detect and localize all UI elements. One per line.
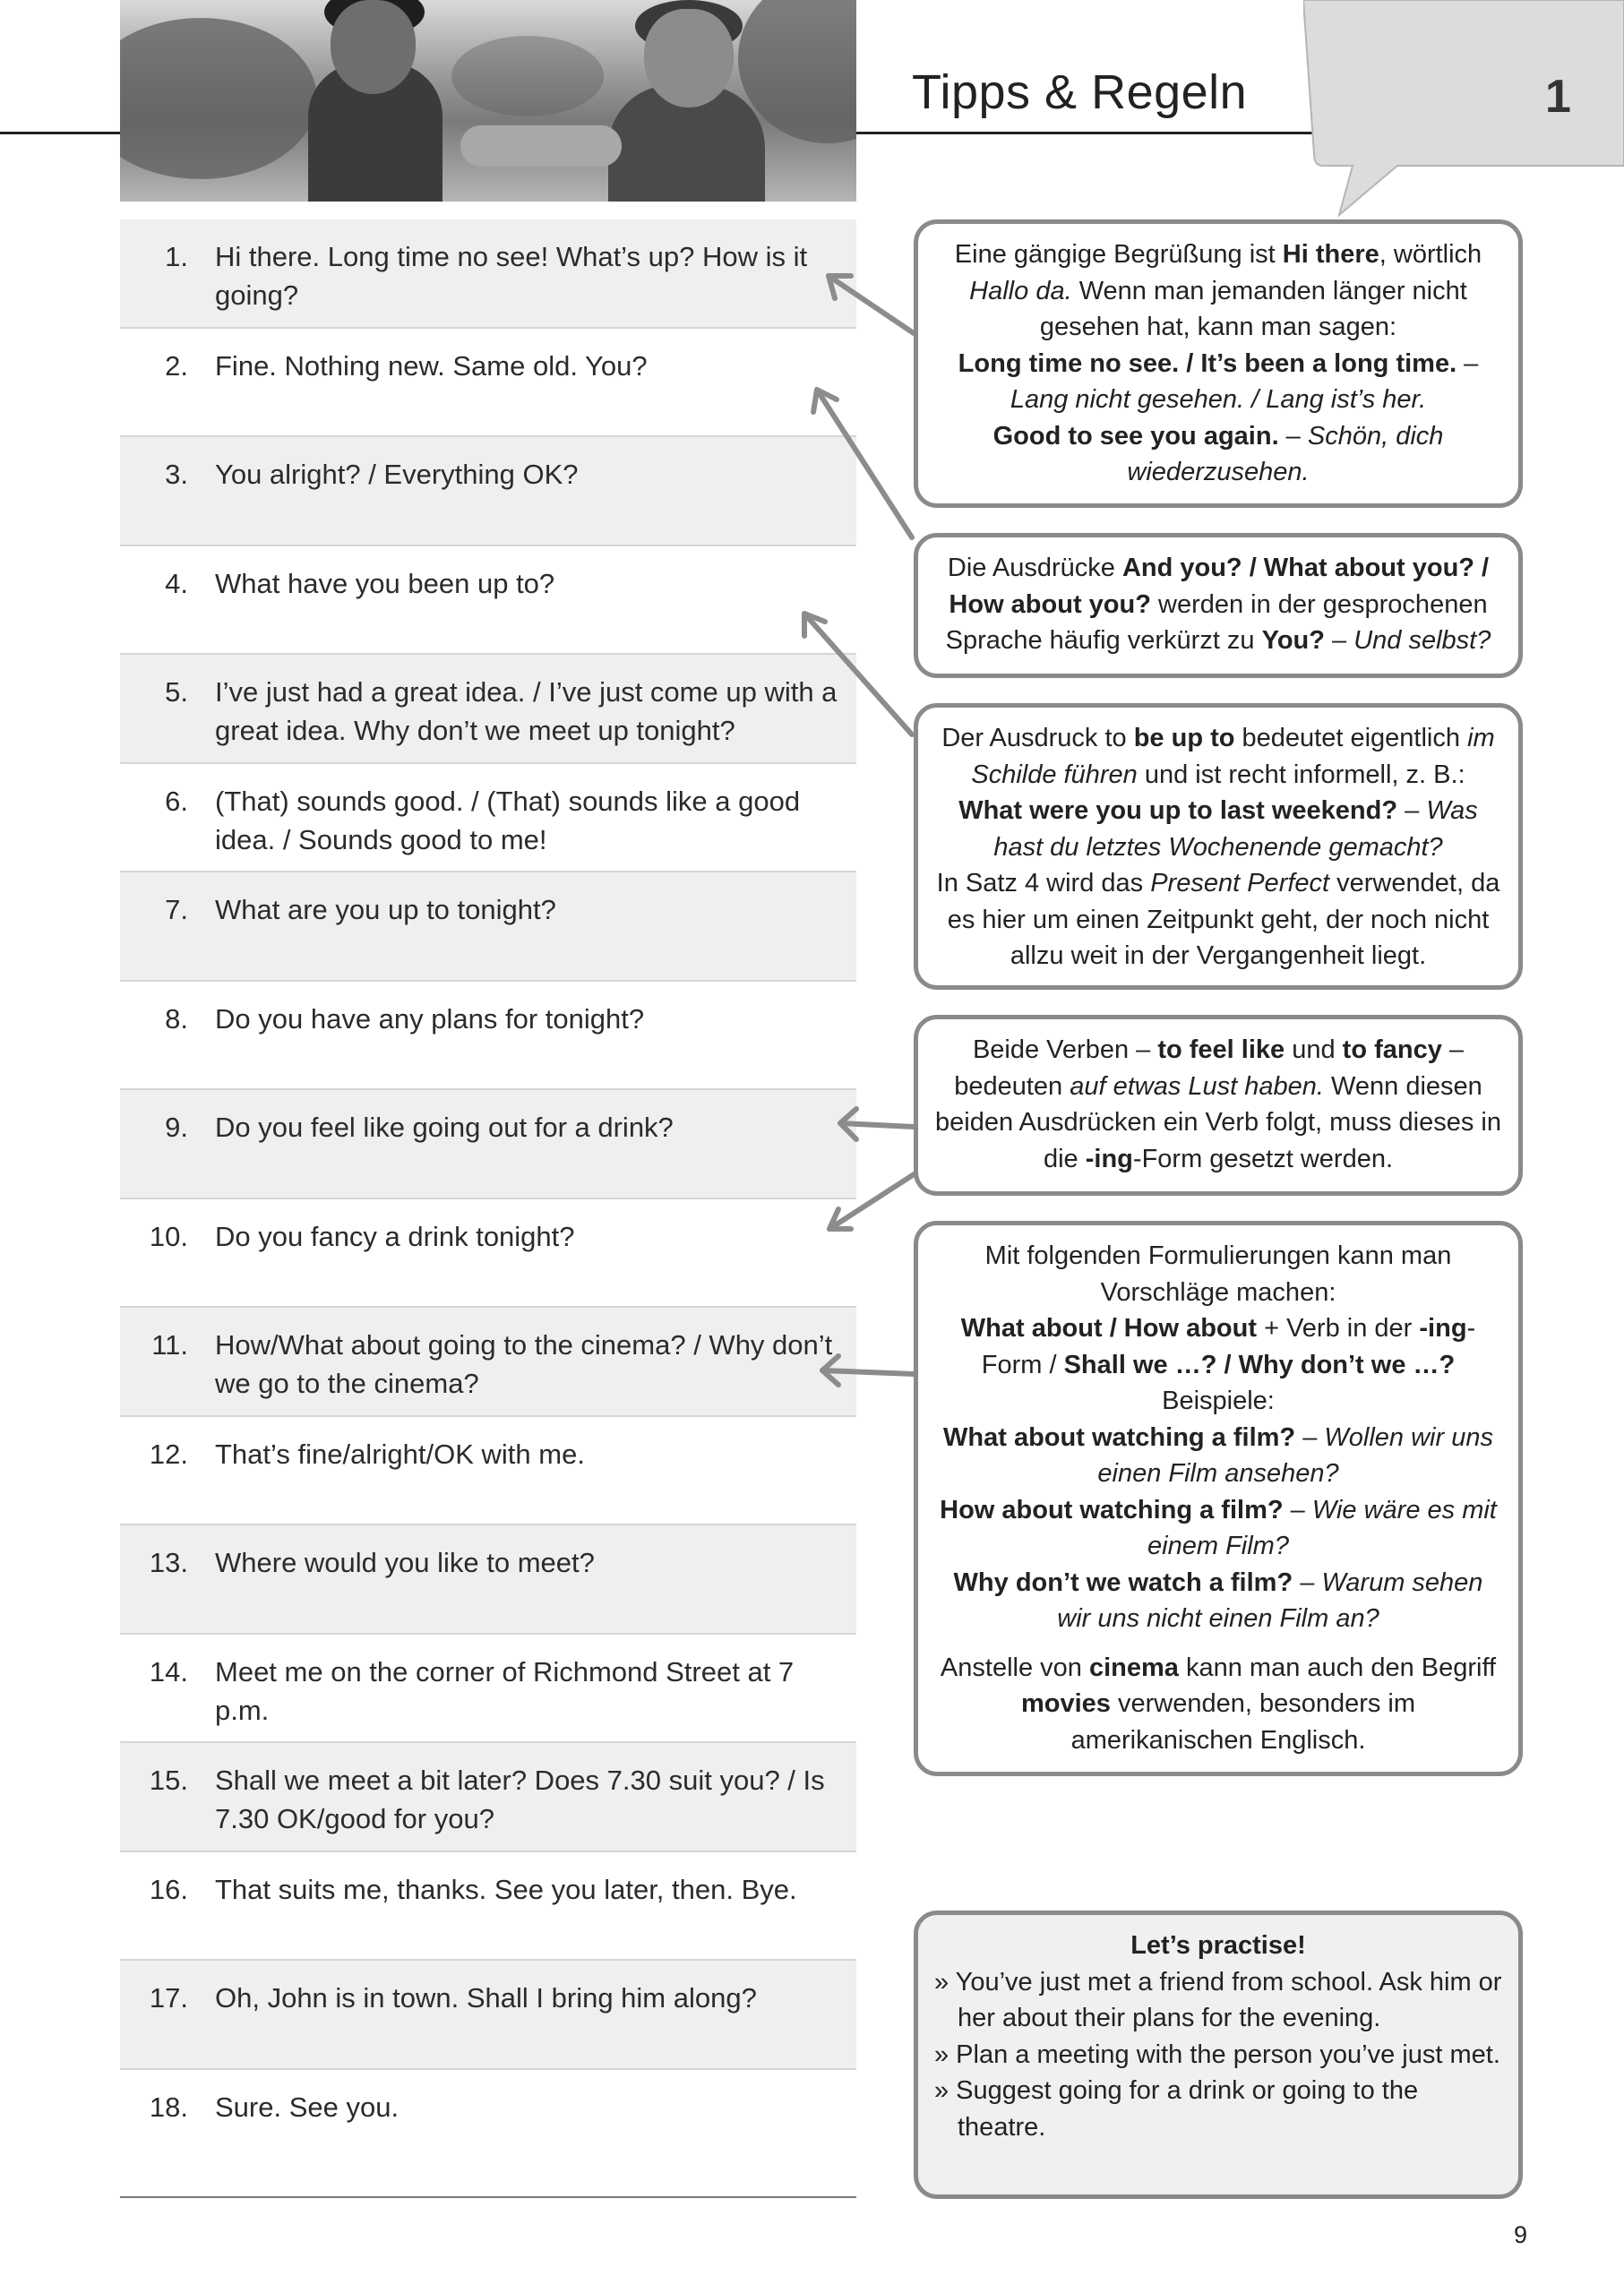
item-number: 15. [149,1765,188,1796]
item-number: 18. [149,2091,188,2123]
list-item [120,1417,856,1526]
tip-box-greeting: Eine gängige Begrüßung ist Hi there, wörtlich Hallo da. Wenn man jemanden länger nicht gesehen hat, kann man sagen: Long time no see. / It’s been a long time. – Lang nicht gesehen. / Lang ist’s her. Good to see you again. – Schön, dich wiederzusehen. [914,219,1523,508]
item-text: Sure. See you. [215,2091,400,2123]
list-item [120,546,856,656]
header-rule-left [0,132,120,134]
item-number: 13. [149,1547,188,1578]
item-number: 14. [149,1655,188,1688]
practise-item: » Suggest going for a drink or going to the theatre. [934,2076,1419,2142]
tip-box-and-you: Die Ausdrücke And you? / What about you? / How about you? werden in der gesprochenen Sprache häufig verkürzt zu You? – Und selbst? [914,533,1523,678]
practise-item: » Plan a meeting with the person you’ve just met. [934,2040,1500,2069]
item-number: 8. [165,1002,188,1035]
item-text: Do you feel like going out for a drink? [215,1112,674,1143]
page-number: 9 [1514,2221,1528,2248]
item-text: (That) sounds good. / (That) sounds like a good idea. / Sounds good to me! [215,785,801,855]
tip-box-be-up-to: Der Ausdruck to be up to bedeutet eigentlich im Schilde führen und ist recht informell, z. B.: What were you up to last weekend? – Was hast du letztes Wochenende gemacht? In Satz 4 wird das Present Perfect verwendet, da es hier um einen Zeitpunkt geht, der noch nicht allzu weit in der Vergangenheit liegt. [914,703,1523,990]
item-number: 10. [149,1220,188,1252]
item-number: 6. [165,785,188,817]
item-text: Do you have any plans for tonight? [215,1002,645,1035]
chapter-number: 1 [1545,71,1571,123]
list-item [120,1199,856,1309]
item-number: 7. [165,894,188,925]
page-title: Tipps & Regeln [912,65,1248,119]
list-item [120,1525,856,1635]
item-text: Shall we meet a bit later? Does 7.30 suit you? / Is 7.30 OK/good for you? [215,1765,825,1834]
list-item [120,764,856,873]
item-number: 9. [165,1112,188,1143]
item-text: Fine. Nothing new. Same old. You? [215,349,648,382]
item-text: What have you been up to? [215,567,555,599]
list-item [120,1743,856,1852]
item-text: Do you fancy a drink tonight? [215,1220,575,1252]
item-number: 3. [165,459,188,490]
phrase-list [120,219,856,2178]
list-item [120,1308,856,1417]
item-number: 16. [149,1873,188,1905]
item-text: Hi there. Long time no see! What’s up? How is it going? [215,241,808,311]
item-number: 4. [165,567,188,599]
list-item [120,219,856,329]
list-item [120,1635,856,1744]
item-text: That’s fine/alright/OK with me. [215,1438,585,1470]
item-text: Meet me on the corner of Richmond Street at 7 p.m. [215,1655,795,1726]
list-item [120,982,856,1091]
item-number: 1. [165,241,188,272]
practise-item: » You’ve just met a friend from school. Ask him or her about their plans for the evening. [934,1967,1502,2032]
practise-heading: Let’s practise! [1130,1931,1306,1960]
item-text: That suits me, thanks. See you later, then. Bye. [215,1873,797,1905]
item-number: 11. [151,1329,188,1361]
item-text: I’ve just had a great idea. / I’ve just come up with a great idea. Why don’t we meet up tonight? [215,676,838,746]
tip-box-suggestions: Mit folgenden Formulierungen kann man Vorschläge machen: What about / How about + Verb in der -ing-Form / Shall we …? / Why don’t we …? Beispiele: What about watching a film? – Wollen wir uns einen Film ansehen? How about watching a film? – Wie wäre es mit einem Film? Why don’t we watch a film? – Warum sehen wir uns nicht einen Film an? Anstelle von cinema kann man auch den Begriff movies verwenden, besonders im amerikanischen Englisch. [914,1221,1523,1776]
item-number: 2. [165,349,188,382]
list-item [120,872,856,982]
item-text: You alright? / Everything OK? [215,459,579,490]
list-item [120,2070,856,2179]
list-item [120,329,856,438]
list-bottom-rule [120,2196,856,2198]
item-text: Oh, John is in town. Shall I bring him along? [215,1982,757,2014]
item-text: Where would you like to meet? [215,1547,595,1578]
list-item [120,437,856,546]
list-item [120,1961,856,2070]
item-number: 5. [165,676,188,708]
header-photo [120,0,856,202]
speech-bubble-tab [1303,0,1624,224]
tip-box-feel-like-fancy: Beide Verben – to feel like und to fancy – bedeuten auf etwas Lust haben. Wenn diesen beiden Ausdrücken ein Verb folgt, muss dieses in die -ing-Form gesetzt werden. [914,1015,1523,1196]
item-number: 17. [149,1982,188,2014]
item-number: 12. [149,1438,188,1470]
list-item [120,1090,856,1199]
list-item [120,655,856,764]
item-text: What are you up to tonight? [215,894,556,925]
item-text: How/What about going to the cinema? / Why don’t we go to the cinema? [215,1329,833,1399]
practise-box [914,1911,1523,2199]
list-item [120,1852,856,1962]
header-rule-right [854,132,1315,134]
